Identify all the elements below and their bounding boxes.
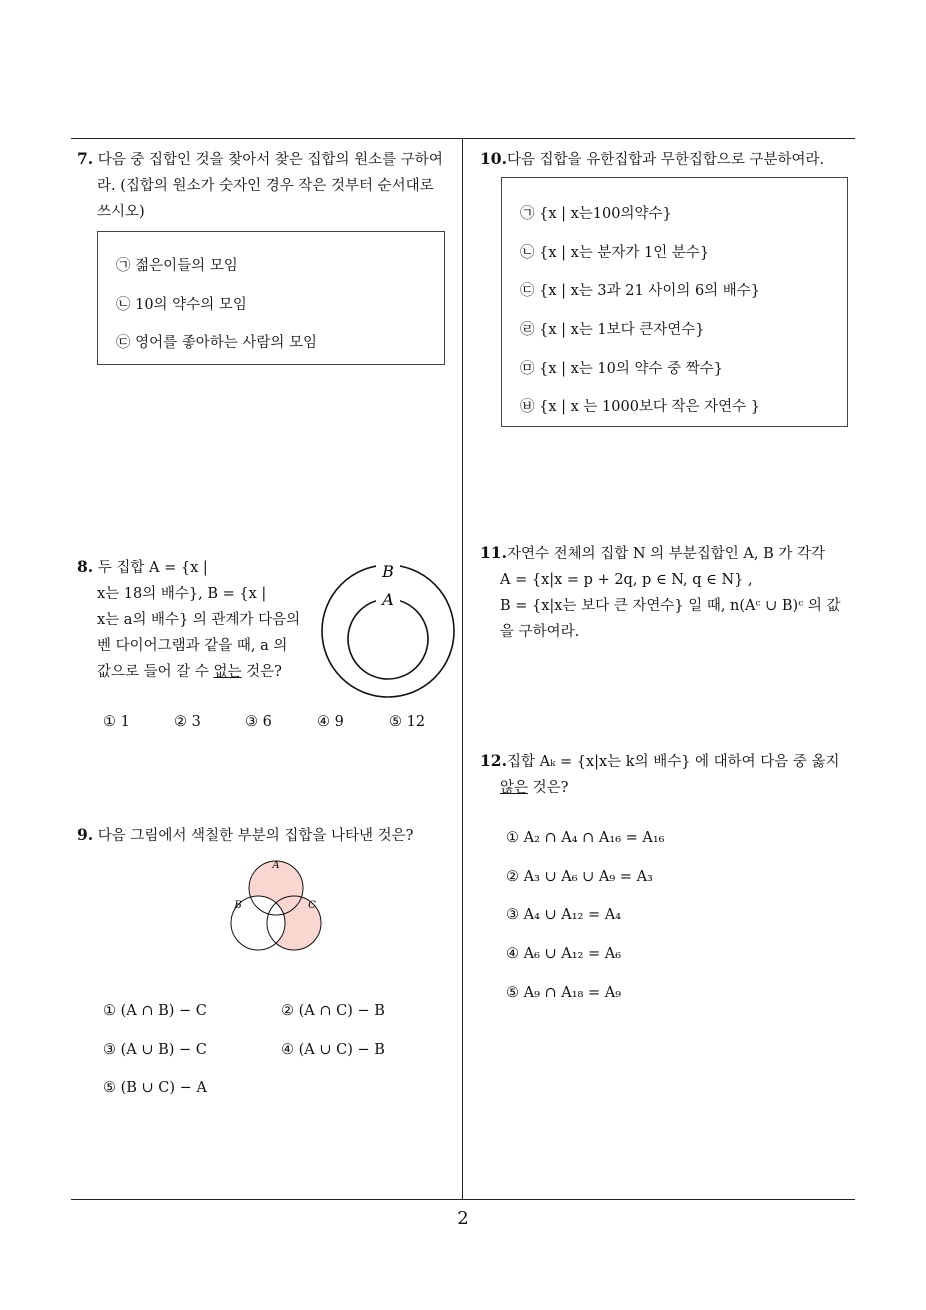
question-text: 두 집합 A = {x |	[97, 560, 208, 576]
list-item: ㉢ 영어를 좋아하는 사람의 모임	[116, 335, 318, 351]
option-2[interactable]: ② A₃ ∪ A₆ ∪ A₉ = A₃	[506, 869, 653, 885]
option-2[interactable]: ② (A ∩ C) − B	[281, 1003, 385, 1019]
set-a-circle	[348, 599, 428, 679]
underlined-text: 않은	[500, 780, 529, 796]
label-b: B	[234, 900, 242, 911]
option-5[interactable]: ⑤ 12	[389, 714, 426, 730]
list-item: ㉣ {x | x는 1보다 큰자연수}	[520, 322, 705, 338]
q7-items-box	[97, 231, 445, 365]
question-number: 7.	[77, 149, 94, 168]
question-text: 자연수 전체의 집합 N 의 부분집합인 A, B 가 각각	[506, 546, 825, 562]
option-5[interactable]: ⑤ (B ∪ C) − A	[103, 1080, 207, 1096]
label-a: A	[382, 590, 394, 609]
question-number: 9.	[77, 825, 94, 844]
question-number: 12.	[480, 751, 507, 770]
top-rule	[71, 138, 855, 139]
question-12	[480, 748, 860, 801]
question-8	[77, 554, 307, 685]
option-5[interactable]: ⑤ A₉ ∩ A₁₈ = A₉	[506, 985, 622, 1001]
question-7	[77, 146, 459, 225]
option-3[interactable]: ③ A₄ ∪ A₁₂ = A₄	[506, 907, 622, 923]
list-item: ㉢ {x | x는 3과 21 사이의 6의 배수}	[520, 283, 761, 299]
venn-diagram-nested	[318, 561, 460, 703]
question-11	[480, 540, 860, 645]
label-b: B	[382, 562, 394, 581]
label-a: A	[272, 860, 280, 871]
question-number: 8.	[77, 557, 94, 576]
question-9	[77, 822, 459, 849]
column-divider	[462, 138, 463, 1200]
question-text: 다음 그림에서 색칠한 부분의 집합을 나타낸 것은?	[97, 828, 414, 844]
list-item: ㉡ {x | x는 분자가 1인 분수}	[520, 245, 710, 261]
question-text: 값으로 들어 갈 수	[97, 664, 214, 680]
list-item: ㉡ 10의 약수의 모임	[116, 297, 247, 313]
question-text: 다음 중 집합인 것을 찾아서 찾은 집합의 원소를 구하여	[97, 152, 443, 168]
option-4[interactable]: ④ (A ∪ C) − B	[281, 1042, 385, 1058]
option-2[interactable]: ② 3	[174, 714, 201, 730]
question-text: 을 구하여라.	[500, 624, 580, 640]
question-text: x는 a의 배수} 의 관계가 다음의	[97, 612, 301, 628]
question-text: 라. (집합의 원소가 숫자인 경우 작은 것부터 순서대로	[97, 178, 434, 194]
set-b-circle	[322, 565, 454, 697]
question-10	[480, 146, 860, 173]
option-3[interactable]: ③ 6	[245, 714, 272, 730]
venn-diagram-three-sets	[226, 858, 326, 956]
question-text: 벤 다이어그램과 같을 때, a 의	[97, 638, 288, 654]
list-item: ㉠ 젊은이들의 모임	[116, 258, 238, 274]
label-c: C	[308, 900, 316, 911]
bottom-rule	[71, 1199, 855, 1200]
question-text: 것은?	[241, 664, 282, 680]
list-item: ㉠ {x | x는100의약수}	[520, 206, 672, 222]
option-1[interactable]: ① 1	[103, 714, 130, 730]
list-item: ㉤ {x | x는 10의 약수 중 짝수}	[520, 361, 723, 377]
option-4[interactable]: ④ A₆ ∪ A₁₂ = A₆	[506, 946, 622, 962]
question-number: 11.	[480, 543, 507, 562]
q10-items-box	[501, 177, 848, 427]
question-text: 것은?	[528, 780, 569, 796]
question-number: 10.	[480, 149, 507, 168]
page-number: 2	[457, 1208, 469, 1229]
list-item: ㉥ {x | x 는 1000보다 작은 자연수 }	[520, 399, 761, 415]
question-text: x는 18의 배수}, B = {x |	[97, 586, 267, 602]
option-1[interactable]: ① A₂ ∩ A₄ ∩ A₁₆ = A₁₆	[506, 830, 665, 846]
underlined-text: 없는	[213, 664, 242, 680]
option-3[interactable]: ③ (A ∪ B) − C	[103, 1042, 207, 1058]
question-text: 다음 집합을 유한집합과 무한집합으로 구분하여라.	[506, 152, 825, 168]
question-text: 집합 Aₖ = {x|x는 k의 배수} 에 대하여 다음 중 옳지	[506, 754, 840, 770]
option-4[interactable]: ④ 9	[317, 714, 344, 730]
question-text: A = {x|x = p + 2q, p ∈ N, q ∈ N} ,	[500, 572, 753, 588]
option-1[interactable]: ① (A ∩ B) − C	[103, 1003, 207, 1019]
question-text: B = {x|x는 보다 큰 자연수} 일 때, n(Aᶜ ∪ B)ᶜ 의 값	[500, 598, 841, 614]
question-text: 쓰시오)	[97, 204, 145, 220]
